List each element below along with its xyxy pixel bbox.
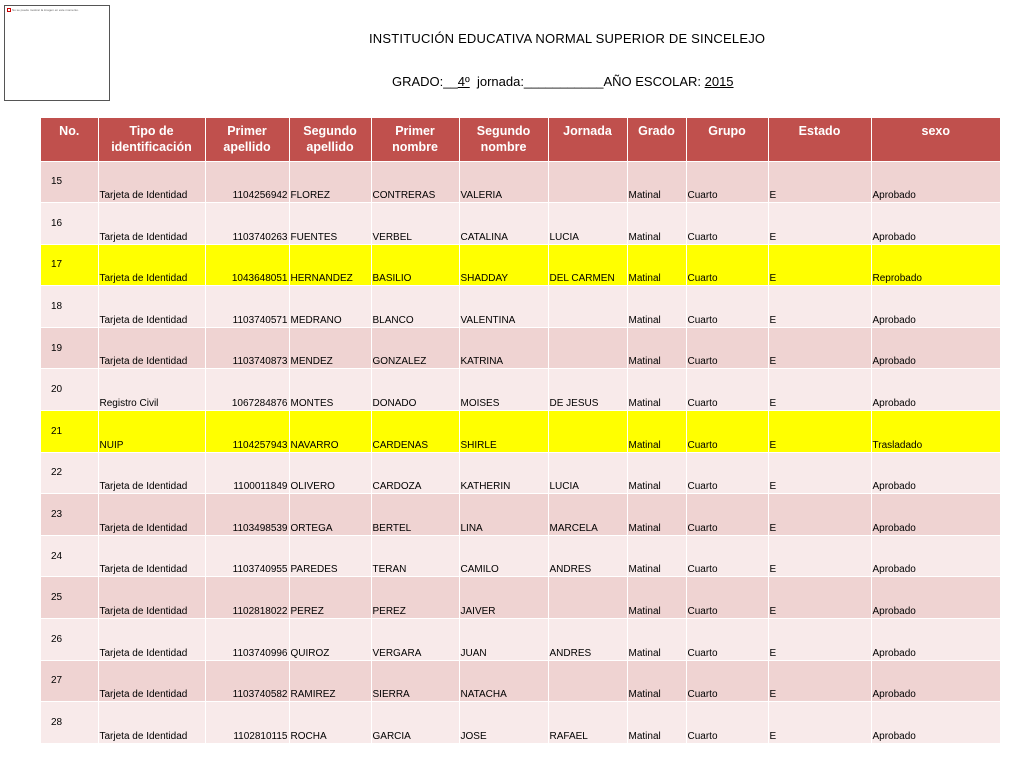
cell-grupo: E xyxy=(768,286,871,328)
cell-jornada: Matinal xyxy=(627,494,686,536)
cell-estado: Aprobado xyxy=(871,494,1000,536)
cell-primer-apellido: FLOREZ xyxy=(289,161,371,203)
cell-primer-nombre: VALERIA xyxy=(459,161,548,203)
table-body xyxy=(41,161,1000,743)
table-row xyxy=(41,161,1000,203)
school-year-label: AÑO ESCOLAR: xyxy=(603,74,705,89)
cell-no: 20 xyxy=(41,369,98,411)
cell-primer-nombre: CATALINA xyxy=(459,203,548,245)
broken-image-icon xyxy=(7,8,11,12)
table-row xyxy=(41,619,1000,661)
cell-grado: Cuarto xyxy=(686,660,768,702)
cell-tipo-identificacion: Tarjeta de Identidad xyxy=(98,244,205,286)
table-row xyxy=(41,494,1000,536)
cell-documento: 1103740955 xyxy=(205,535,289,577)
cell-segundo-apellido: BERTEL xyxy=(371,494,459,536)
cell-segundo-nombre xyxy=(548,286,627,328)
cell-documento: 1043648051 xyxy=(205,244,289,286)
cell-estado: Aprobado xyxy=(871,660,1000,702)
cell-tipo-identificacion: Tarjeta de Identidad xyxy=(98,577,205,619)
cell-tipo-identificacion: Tarjeta de Identidad xyxy=(98,203,205,245)
cell-tipo-identificacion: Tarjeta de Identidad xyxy=(98,535,205,577)
cell-no: 23 xyxy=(41,494,98,536)
cell-documento: 1103498539 xyxy=(205,494,289,536)
cell-segundo-nombre: ANDRES xyxy=(548,619,627,661)
cell-segundo-apellido: PEREZ xyxy=(371,577,459,619)
cell-primer-apellido: MEDRANO xyxy=(289,286,371,328)
table-row xyxy=(41,327,1000,369)
cell-tipo-identificacion: Tarjeta de Identidad xyxy=(98,327,205,369)
cell-tipo-identificacion: Tarjeta de Identidad xyxy=(98,452,205,494)
cell-grado: Cuarto xyxy=(686,203,768,245)
cell-grupo: E xyxy=(768,660,871,702)
cell-estado: Aprobado xyxy=(871,702,1000,744)
cell-primer-nombre: VALENTINA xyxy=(459,286,548,328)
cell-segundo-nombre xyxy=(548,161,627,203)
table-row xyxy=(41,577,1000,619)
table-header-row xyxy=(41,118,1000,161)
cell-tipo-identificacion: Tarjeta de Identidad xyxy=(98,619,205,661)
cell-estado: Aprobado xyxy=(871,452,1000,494)
cell-estado: Aprobado xyxy=(871,619,1000,661)
cell-grado: Cuarto xyxy=(686,452,768,494)
cell-segundo-apellido: SIERRA xyxy=(371,660,459,702)
grade-line xyxy=(392,74,734,89)
cell-primer-apellido: FUENTES xyxy=(289,203,371,245)
table-row xyxy=(41,203,1000,245)
cell-segundo-apellido: VERGARA xyxy=(371,619,459,661)
cell-segundo-apellido: CARDENAS xyxy=(371,411,459,453)
cell-tipo-identificacion: Tarjeta de Identidad xyxy=(98,494,205,536)
cell-estado: Aprobado xyxy=(871,327,1000,369)
cell-primer-nombre: MOISES xyxy=(459,369,548,411)
cell-segundo-nombre: LUCIA xyxy=(548,452,627,494)
cell-tipo-identificacion: Registro Civil xyxy=(98,369,205,411)
cell-estado: Aprobado xyxy=(871,203,1000,245)
cell-grupo: E xyxy=(768,411,871,453)
cell-estado: Aprobado xyxy=(871,161,1000,203)
cell-jornada: Matinal xyxy=(627,452,686,494)
cell-segundo-nombre xyxy=(548,411,627,453)
cell-jornada: Matinal xyxy=(627,286,686,328)
header-col-segundo-apellido: Segundo apellido xyxy=(289,118,371,161)
cell-grado: Cuarto xyxy=(686,286,768,328)
cell-segundo-nombre: DE JESUS xyxy=(548,369,627,411)
cell-jornada: Matinal xyxy=(627,619,686,661)
header-col-grupo: Grupo xyxy=(686,118,768,161)
cell-documento: 1103740582 xyxy=(205,660,289,702)
cell-primer-apellido: MONTES xyxy=(289,369,371,411)
cell-estado: Reprobado xyxy=(871,244,1000,286)
cell-grupo: E xyxy=(768,369,871,411)
cell-primer-apellido: NAVARRO xyxy=(289,411,371,453)
table-row xyxy=(41,244,1000,286)
cell-grupo: E xyxy=(768,535,871,577)
cell-documento: 1100011849 xyxy=(205,452,289,494)
logo-placeholder xyxy=(4,5,110,101)
cell-grado: Cuarto xyxy=(686,411,768,453)
cell-segundo-apellido: DONADO xyxy=(371,369,459,411)
header-col-no: No. xyxy=(41,118,98,161)
cell-grupo: E xyxy=(768,494,871,536)
cell-estado: Trasladado xyxy=(871,411,1000,453)
cell-primer-apellido: HERNANDEZ xyxy=(289,244,371,286)
cell-segundo-apellido: GONZALEZ xyxy=(371,327,459,369)
cell-segundo-nombre: RAFAEL xyxy=(548,702,627,744)
cell-tipo-identificacion: Tarjeta de Identidad xyxy=(98,702,205,744)
cell-primer-nombre: JOSE xyxy=(459,702,548,744)
cell-segundo-apellido: CARDOZA xyxy=(371,452,459,494)
cell-no: 17 xyxy=(41,244,98,286)
table-row xyxy=(41,702,1000,744)
cell-tipo-identificacion: Tarjeta de Identidad xyxy=(98,660,205,702)
header-col-tipo: Tipo de identificación xyxy=(98,118,205,161)
cell-primer-nombre: NATACHA xyxy=(459,660,548,702)
cell-no: 25 xyxy=(41,577,98,619)
header-col-jornada: Jornada xyxy=(548,118,627,161)
cell-grupo: E xyxy=(768,702,871,744)
cell-segundo-apellido: CONTRERAS xyxy=(371,161,459,203)
cell-primer-apellido: PAREDES xyxy=(289,535,371,577)
cell-tipo-identificacion: Tarjeta de Identidad xyxy=(98,286,205,328)
cell-documento: 1103740873 xyxy=(205,327,289,369)
cell-primer-nombre: CAMILO xyxy=(459,535,548,577)
cell-no: 22 xyxy=(41,452,98,494)
cell-jornada: Matinal xyxy=(627,369,686,411)
broken-image-text: No se puede mostrar la imagen en este momento. xyxy=(12,8,79,12)
header-col-primer-nombre: Primer nombre xyxy=(371,118,459,161)
cell-documento: 1103740571 xyxy=(205,286,289,328)
cell-primer-apellido: ROCHA xyxy=(289,702,371,744)
table-row xyxy=(41,535,1000,577)
cell-no: 15 xyxy=(41,161,98,203)
cell-grado: Cuarto xyxy=(686,327,768,369)
cell-primer-nombre: SHADDAY xyxy=(459,244,548,286)
cell-documento: 1067284876 xyxy=(205,369,289,411)
cell-primer-nombre: KATRINA xyxy=(459,327,548,369)
cell-documento: 1102810115 xyxy=(205,702,289,744)
cell-grado: Cuarto xyxy=(686,244,768,286)
cell-grado: Cuarto xyxy=(686,702,768,744)
cell-jornada: Matinal xyxy=(627,660,686,702)
table-row xyxy=(41,660,1000,702)
cell-grupo: E xyxy=(768,161,871,203)
cell-documento: 1104256942 xyxy=(205,161,289,203)
cell-segundo-nombre xyxy=(548,327,627,369)
cell-tipo-identificacion: Tarjeta de Identidad xyxy=(98,161,205,203)
cell-grupo: E xyxy=(768,203,871,245)
cell-grupo: E xyxy=(768,577,871,619)
broken-image-caption xyxy=(7,8,79,12)
cell-segundo-nombre: LUCIA xyxy=(548,203,627,245)
cell-jornada: Matinal xyxy=(627,161,686,203)
cell-grado: Cuarto xyxy=(686,535,768,577)
cell-documento: 1104257943 xyxy=(205,411,289,453)
cell-primer-apellido: QUIROZ xyxy=(289,619,371,661)
cell-no: 21 xyxy=(41,411,98,453)
cell-grado: Cuarto xyxy=(686,161,768,203)
cell-documento: 1103740263 xyxy=(205,203,289,245)
students-table-wrapper xyxy=(41,118,1000,743)
cell-grado: Cuarto xyxy=(686,577,768,619)
school-year-value: 2015 xyxy=(704,74,734,89)
cell-jornada: Matinal xyxy=(627,203,686,245)
cell-documento: 1102818022 xyxy=(205,577,289,619)
cell-tipo-identificacion: NUIP xyxy=(98,411,205,453)
header-col-segundo-nombre: Segundo nombre xyxy=(459,118,548,161)
cell-primer-nombre: SHIRLE xyxy=(459,411,548,453)
cell-segundo-nombre: MARCELA xyxy=(548,494,627,536)
cell-primer-nombre: JAIVER xyxy=(459,577,548,619)
cell-jornada: Matinal xyxy=(627,702,686,744)
cell-estado: Aprobado xyxy=(871,286,1000,328)
cell-primer-nombre: LINA xyxy=(459,494,548,536)
cell-segundo-nombre: ANDRES xyxy=(548,535,627,577)
cell-jornada: Matinal xyxy=(627,577,686,619)
cell-no: 16 xyxy=(41,203,98,245)
cell-no: 26 xyxy=(41,619,98,661)
cell-grado: Cuarto xyxy=(686,369,768,411)
cell-primer-apellido: ORTEGA xyxy=(289,494,371,536)
cell-estado: Aprobado xyxy=(871,369,1000,411)
table-row xyxy=(41,411,1000,453)
cell-grupo: E xyxy=(768,244,871,286)
header-col-sexo: sexo xyxy=(871,118,1000,161)
table-row xyxy=(41,452,1000,494)
cell-segundo-nombre xyxy=(548,577,627,619)
grade-label: GRADO:__ xyxy=(392,74,458,89)
cell-segundo-apellido: TERAN xyxy=(371,535,459,577)
table-row xyxy=(41,286,1000,328)
header-col-primer-apellido: Primer apellido xyxy=(205,118,289,161)
cell-primer-nombre: JUAN xyxy=(459,619,548,661)
cell-estado: Aprobado xyxy=(871,577,1000,619)
cell-no: 27 xyxy=(41,660,98,702)
cell-estado: Aprobado xyxy=(871,535,1000,577)
grade-value: 4º xyxy=(457,74,470,89)
cell-grupo: E xyxy=(768,452,871,494)
cell-jornada: Matinal xyxy=(627,244,686,286)
cell-primer-apellido: MENDEZ xyxy=(289,327,371,369)
cell-grado: Cuarto xyxy=(686,619,768,661)
cell-grupo: E xyxy=(768,327,871,369)
cell-segundo-apellido: VERBEL xyxy=(371,203,459,245)
institution-title: INSTITUCIÓN EDUCATIVA NORMAL SUPERIOR DE SINCELEJO xyxy=(369,31,766,46)
header-col-grado: Grado xyxy=(627,118,686,161)
cell-primer-apellido: OLIVERO xyxy=(289,452,371,494)
cell-no: 24 xyxy=(41,535,98,577)
cell-jornada: Matinal xyxy=(627,411,686,453)
header-col-estado: Estado xyxy=(768,118,871,161)
cell-grupo: E xyxy=(768,619,871,661)
cell-primer-nombre: KATHERIN xyxy=(459,452,548,494)
cell-segundo-apellido: BLANCO xyxy=(371,286,459,328)
table-row xyxy=(41,369,1000,411)
cell-segundo-apellido: GARCIA xyxy=(371,702,459,744)
cell-primer-apellido: PEREZ xyxy=(289,577,371,619)
cell-grado: Cuarto xyxy=(686,494,768,536)
cell-segundo-nombre: DEL CARMEN xyxy=(548,244,627,286)
students-table xyxy=(41,118,1000,743)
jornada-label: jornada:___________ xyxy=(469,74,604,89)
cell-segundo-nombre xyxy=(548,660,627,702)
cell-jornada: Matinal xyxy=(627,327,686,369)
cell-primer-apellido: RAMIREZ xyxy=(289,660,371,702)
cell-no: 19 xyxy=(41,327,98,369)
cell-documento: 1103740996 xyxy=(205,619,289,661)
cell-jornada: Matinal xyxy=(627,535,686,577)
cell-no: 18 xyxy=(41,286,98,328)
cell-segundo-apellido: BASILIO xyxy=(371,244,459,286)
cell-no: 28 xyxy=(41,702,98,744)
